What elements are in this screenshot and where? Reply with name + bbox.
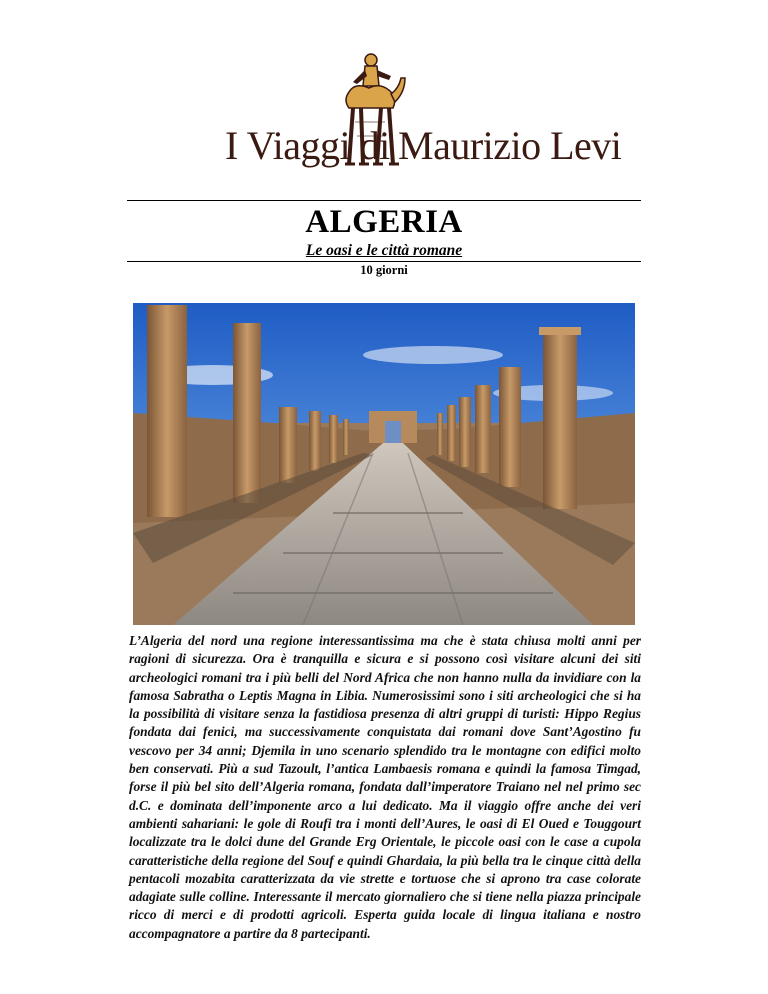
header-bottom-rule [127,261,641,262]
logo-text-left: I Viaggi di [225,123,390,168]
header-top-rule [127,200,641,201]
camel-rider-icon [335,52,407,170]
logo-text-right: Maurizio Levi [398,123,622,168]
page-title: ALGERIA [305,204,463,240]
page-subtitle: Le oasi e le città romane [305,242,463,259]
trip-description: L’Algeria del nord una regione interessantissima ma che è stata chiusa molti anni per ragioni di sicurezza. Ora è tranquilla e sicura e si possono così visitare alcuni dei siti archeologici romani tra i più belli del Nord Africa che non hanno nulla da invidiare con la famosa Sabratha o Leptis Magna in Libia. Numerosissimi sono i siti archeologici che si ha la possibilità di visitare senza la fastidiosa presenza di altri gruppi di turisti: Hippo Regius fondata dai fenici, ma successivamente conquistata dai romani dove Sant’Agostino fu vescovo per 34 anni; Djemila in uno scenario splendido tra le montagne con edifici molto ben conservati. Più a sud Tazoult, l’antica Lambaesis romana e quindi la famosa Timgad, forse il più bel sito dell’Algeria romana, fondata dall’imperatore Traiano nel nel primo sec d.C. e dominata dell’imponente arco a lui dedicato. Ma il viaggio offre anche dei veri ambienti sahariani: le gole di Roufi tra i monti dell’Aures, le oasi di El Oued e Touggourt localizzate tra le dolci dune del Grande Erg Orientale, le piccole oasi con le case a cupola caratteristiche della regione del Souf e quindi Ghardaia, la più bella tra le cinque città della pentacoli mozabita caratterizzata da vie strette e tortuose che si aprono tra case colorate adagiate sulle colline. Interessante il mercato giornaliero che si tiene nella piazza principale ricco di merci e di prodotti agricoli. Esperta guida locale di lingua italiana e nostro accompagnatore a partire da 8 partecipanti. [129,633,641,941]
trip-duration: 10 giorni [360,263,408,277]
timgad-photo [133,303,635,625]
brand-logo [225,52,622,170]
